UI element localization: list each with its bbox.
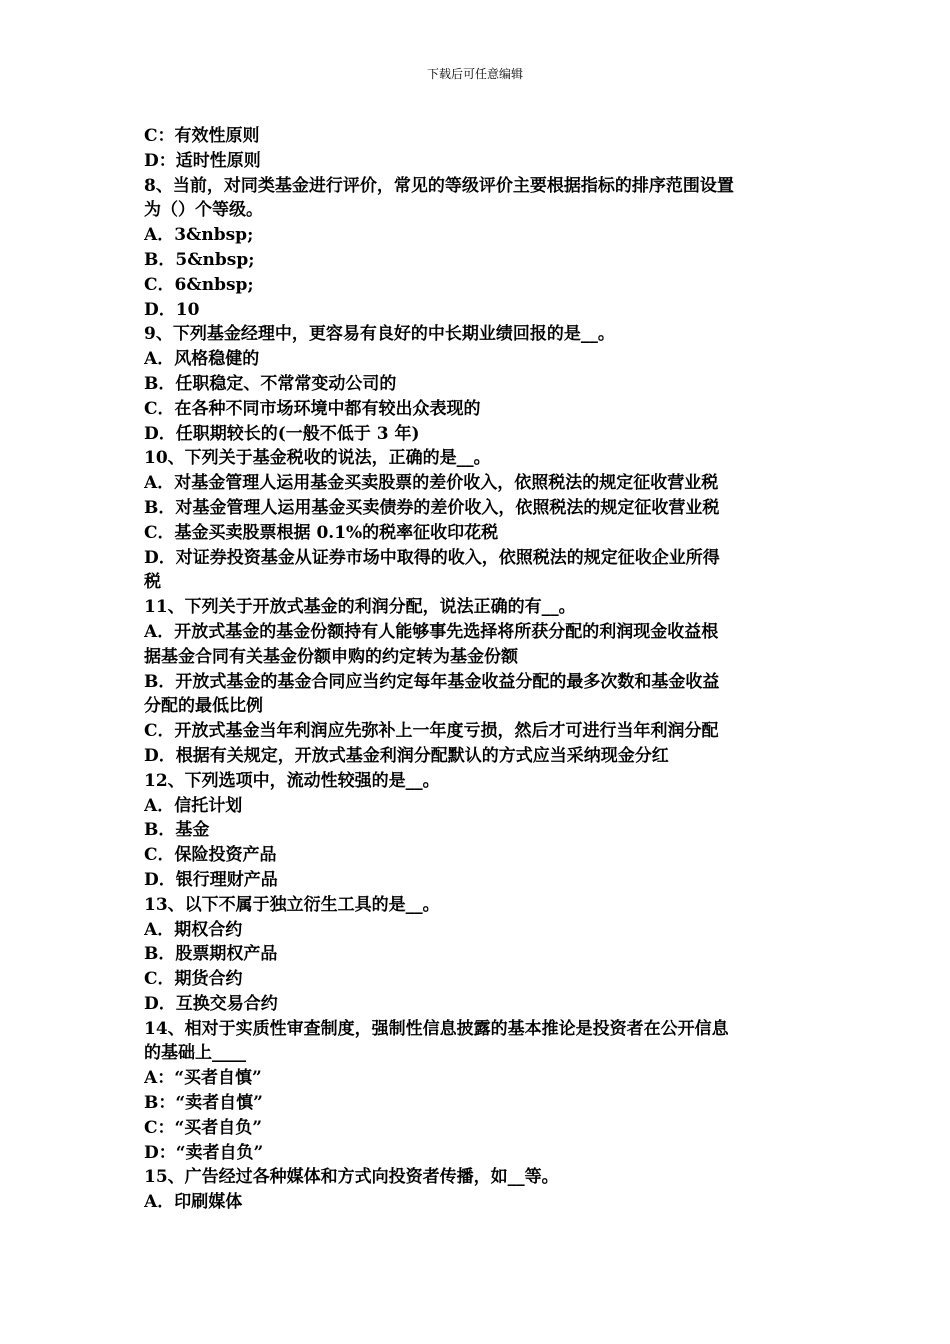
text-line: C．开放式基金当年利润应先弥补上一年度亏损，然后才可进行当年利润分配 xyxy=(144,721,719,742)
text-line: D．根据有关规定，开放式基金利润分配默认的方式应当采纳现金分红 xyxy=(144,745,669,766)
text-line: 税 xyxy=(144,572,161,593)
page-header-note: 下载后可任意编辑 xyxy=(426,67,523,81)
text-line: 15、广告经过各种媒体和方式向投资者传播，如__等。 xyxy=(144,1167,559,1188)
text-line: 12、下列选项中，流动性较强的是__。 xyxy=(144,770,440,791)
text-line: A．对基金管理人运用基金买卖股票的差价收入，依照税法的规定征收营业税 xyxy=(144,473,719,494)
text-line: A．风格稳健的 xyxy=(144,349,260,370)
text-line: C．在各种不同市场环境中都有较出众表现的 xyxy=(144,398,481,419)
text-line: B．5&nbsp; xyxy=(144,249,255,270)
text-line: B．任职稳定、不常常变动公司的 xyxy=(144,373,397,394)
text-line: D．对证券投资基金从证券市场中取得的收入，依照税法的规定征收企业所得 xyxy=(144,547,720,568)
text-line: A：“买者自慎” xyxy=(144,1068,262,1089)
text-line: 14、相对于实质性审查制度，强制性信息披露的基本推论是投资者在公开信息 xyxy=(144,1018,729,1039)
text-line: B．股票期权产品 xyxy=(144,944,278,965)
text-line: C．6&nbsp; xyxy=(144,274,254,295)
text-line: 分配的最低比例 xyxy=(144,696,263,717)
text-line: 8、当前，对同类基金进行评价，常见的等级评价主要根据指标的排序范围设置 xyxy=(144,175,734,196)
text-line: B．对基金管理人运用基金买卖债券的差价收入，依照税法的规定征收营业税 xyxy=(144,497,720,518)
text-line: D．银行理财产品 xyxy=(144,869,278,890)
text-line: C．保险投资产品 xyxy=(144,845,277,866)
text-line: A．3&nbsp; xyxy=(144,225,254,246)
text-line: 10、下列关于基金税收的说法，正确的是__。 xyxy=(144,448,491,469)
text-line: A．信托计划 xyxy=(144,795,243,816)
text-line: A．期权合约 xyxy=(144,919,243,940)
text-line: D：适时性原则 xyxy=(144,150,261,171)
text-line: 的基础上____ xyxy=(144,1043,246,1064)
text-line: 11、下列关于开放式基金的利润分配，说法正确的有__。 xyxy=(144,597,576,618)
text-line: B．开放式基金的基金合同应当约定每年基金收益分配的最多次数和基金收益 xyxy=(144,671,720,692)
document-body xyxy=(144,124,808,1215)
text-line: 9、下列基金经理中，更容易有良好的中长期业绩回报的是__。 xyxy=(144,324,615,345)
text-line: 据基金合同有关基金份额申购的约定转为基金份额 xyxy=(144,646,518,667)
text-line: C．基金买卖股票根据 0.1%的税率征收印花税 xyxy=(144,522,499,543)
text-line: B：“卖者自慎” xyxy=(144,1093,263,1114)
text-line: B．基金 xyxy=(144,820,210,841)
text-line: 13、以下不属于独立衍生工具的是__。 xyxy=(144,894,440,915)
text-line: C：“买者自负” xyxy=(144,1117,263,1138)
text-line: A．开放式基金的基金份额持有人能够事先选择将所获分配的利润现金收益根 xyxy=(144,621,719,642)
text-line: D：“卖者自负” xyxy=(144,1142,264,1163)
text-line: C：有效性原则 xyxy=(144,126,260,146)
text-line: D．互换交易合约 xyxy=(144,993,278,1014)
text-line: 为（）个等级。 xyxy=(144,200,263,221)
text-line: A．印刷媒体 xyxy=(144,1192,243,1213)
text-line: D．10 xyxy=(144,299,200,320)
text-line: C．期货合约 xyxy=(144,969,243,990)
text-line: D．任职期较长的(一般不低于 3 年) xyxy=(144,423,420,444)
